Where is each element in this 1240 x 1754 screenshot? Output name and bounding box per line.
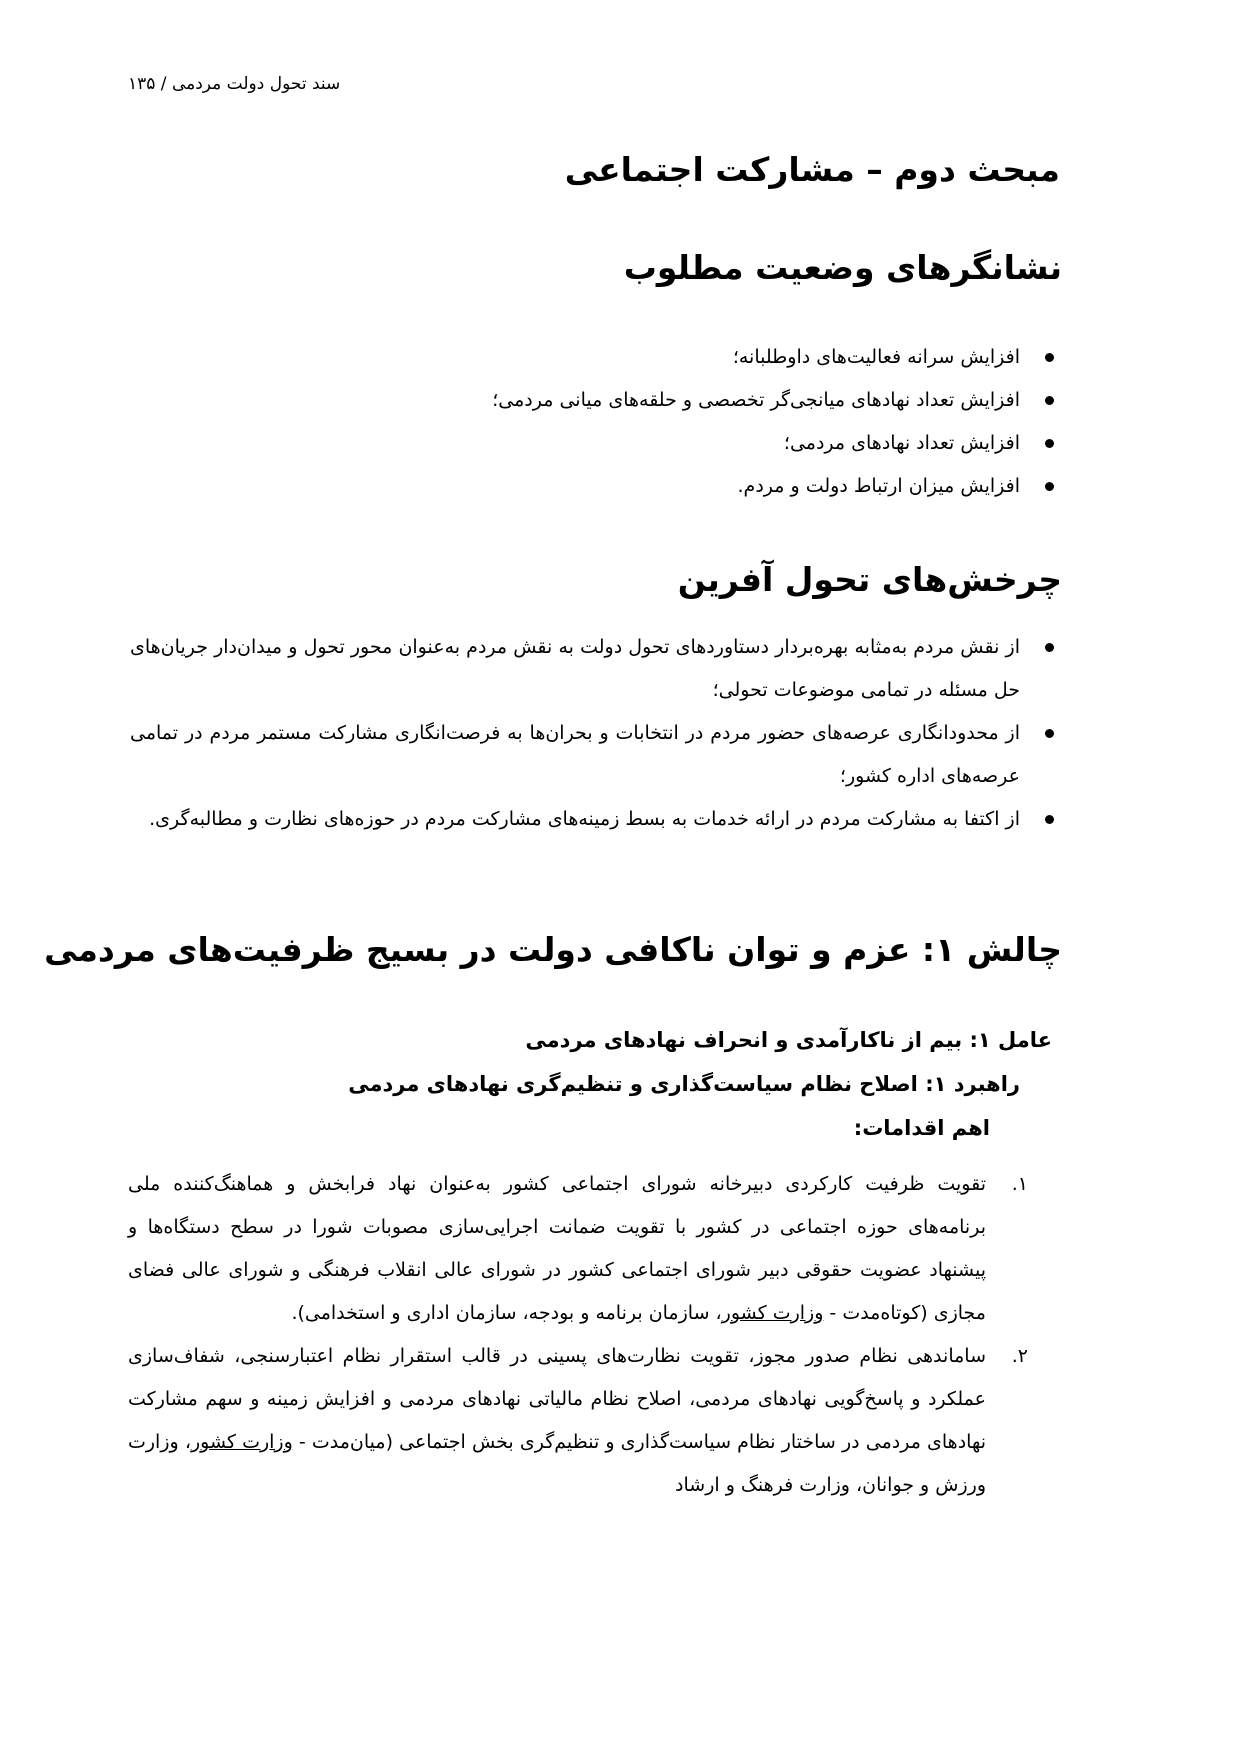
indicator-item: افزایش میزان ارتباط دولت و مردم. (250, 465, 1070, 508)
indicator-item: افزایش سرانه فعالیت‌های داوطلبانه؛ (250, 336, 1070, 379)
action-item: ۱. تقویت ظرفیت کارکردی دبیرخانه شورای اجتماعی کشور به‌عنوان نهاد فرابخش و هماهنگ‌کننده ملی برنامه‌های حوزه اجتماعی در کشور با تقویت ضمانت اجرایی‌سازی مصوبات شورا در سطح دستگاه‌ها و پیشنهاد عضویت حقوقی دبیر شورای اجتماعی کشور در شورای عالی انقلاب فرهنگی و شورای عالی فضای مجازی (کوتاه‌مدت - وزارت کشور، سازمان برنامه و بودجه، سازمان اداری و استخدامی). (128, 1163, 1028, 1335)
action-item: ۲. ساماندهی نظام صدور مجوز، تقویت نظارت‌های پسینی در قالب استقرار نظام اعتبارسنجی، شفاف‌سازی عملکرد و پاسخ‌گویی نهادهای مردمی، اصلاح نظام مالیاتی نهادهای مردمی و افزایش زمینه و سهم مشارکت نهادهای مردمی در ساختار نظام سیاست‌گذاری و تنظیم‌گری بخش اجتماعی (میان‌مدت - وزارت کشور، وزارت ورزش و جوانان، وزارت فرهنگ و ارشاد (128, 1335, 1028, 1507)
responsible-org-underlined: وزارت کشور (721, 1302, 824, 1324)
shift-item: از محدودانگاری عرصه‌های حضور مردم در انتخابات و بحران‌ها به فرصت‌انگاری مشارکت مستمر مردم در تمامی عرصه‌های اداره کشور؛ (130, 712, 1070, 798)
bullet-icon (1045, 643, 1054, 652)
action-number: ۱. (1011, 1173, 1028, 1195)
factor-heading: عامل ۱: بیم از ناکارآمدی و انحراف نهادهای مردمی (525, 1028, 1052, 1052)
responsible-org-underlined: وزارت کشور (190, 1431, 293, 1453)
section-title: مبحث دوم – مشارکت اجتماعی (564, 150, 1060, 189)
shift-item: از اکتفا به مشارکت مردم در ارائه خدمات به بسط زمینه‌های مشارکت مردم در حوزه‌های نظارت و مطالبه‌گری. (130, 798, 1070, 841)
bullet-icon (1045, 815, 1054, 824)
strategy-heading: راهبرد ۱: اصلاح نظام سیاست‌گذاری و تنظیم‌گری نهادهای مردمی (348, 1072, 1020, 1096)
indicators-heading: نشانگرهای وضعیت مطلوب (623, 248, 1062, 287)
indicator-item: افزایش تعداد نهادهای میانجی‌گر تخصصی و حلقه‌های میانی مردمی؛ (250, 379, 1070, 422)
challenge-heading: چالش ۱: عزم و توان ناکافی دولت در بسیج ظرفیت‌های مردمی (44, 930, 1062, 969)
actions-label: اهم اقدامات: (853, 1116, 990, 1140)
actions-list (128, 1163, 1028, 1507)
indicator-item: افزایش تعداد نهادهای مردمی؛ (250, 422, 1070, 465)
bullet-icon (1045, 482, 1054, 491)
bullet-icon (1045, 439, 1054, 448)
action-number: ۲. (1011, 1345, 1028, 1367)
running-header: سند تحول دولت مردمی / ۱۳۵ (128, 74, 341, 94)
shifts-list (130, 626, 1070, 841)
bullet-icon (1045, 353, 1054, 362)
bullet-icon (1045, 729, 1054, 738)
bullet-icon (1045, 396, 1054, 405)
indicators-list (250, 336, 1070, 508)
shifts-heading: چرخش‌های تحول آفرین (677, 560, 1062, 599)
shift-item: از نقش مردم به‌مثابه بهره‌بردار دستاوردهای تحول دولت به نقش مردم به‌عنوان محور تحول و میدان‌دار جریان‌های حل مسئله در تمامی موضوعات تحولی؛ (130, 626, 1070, 712)
